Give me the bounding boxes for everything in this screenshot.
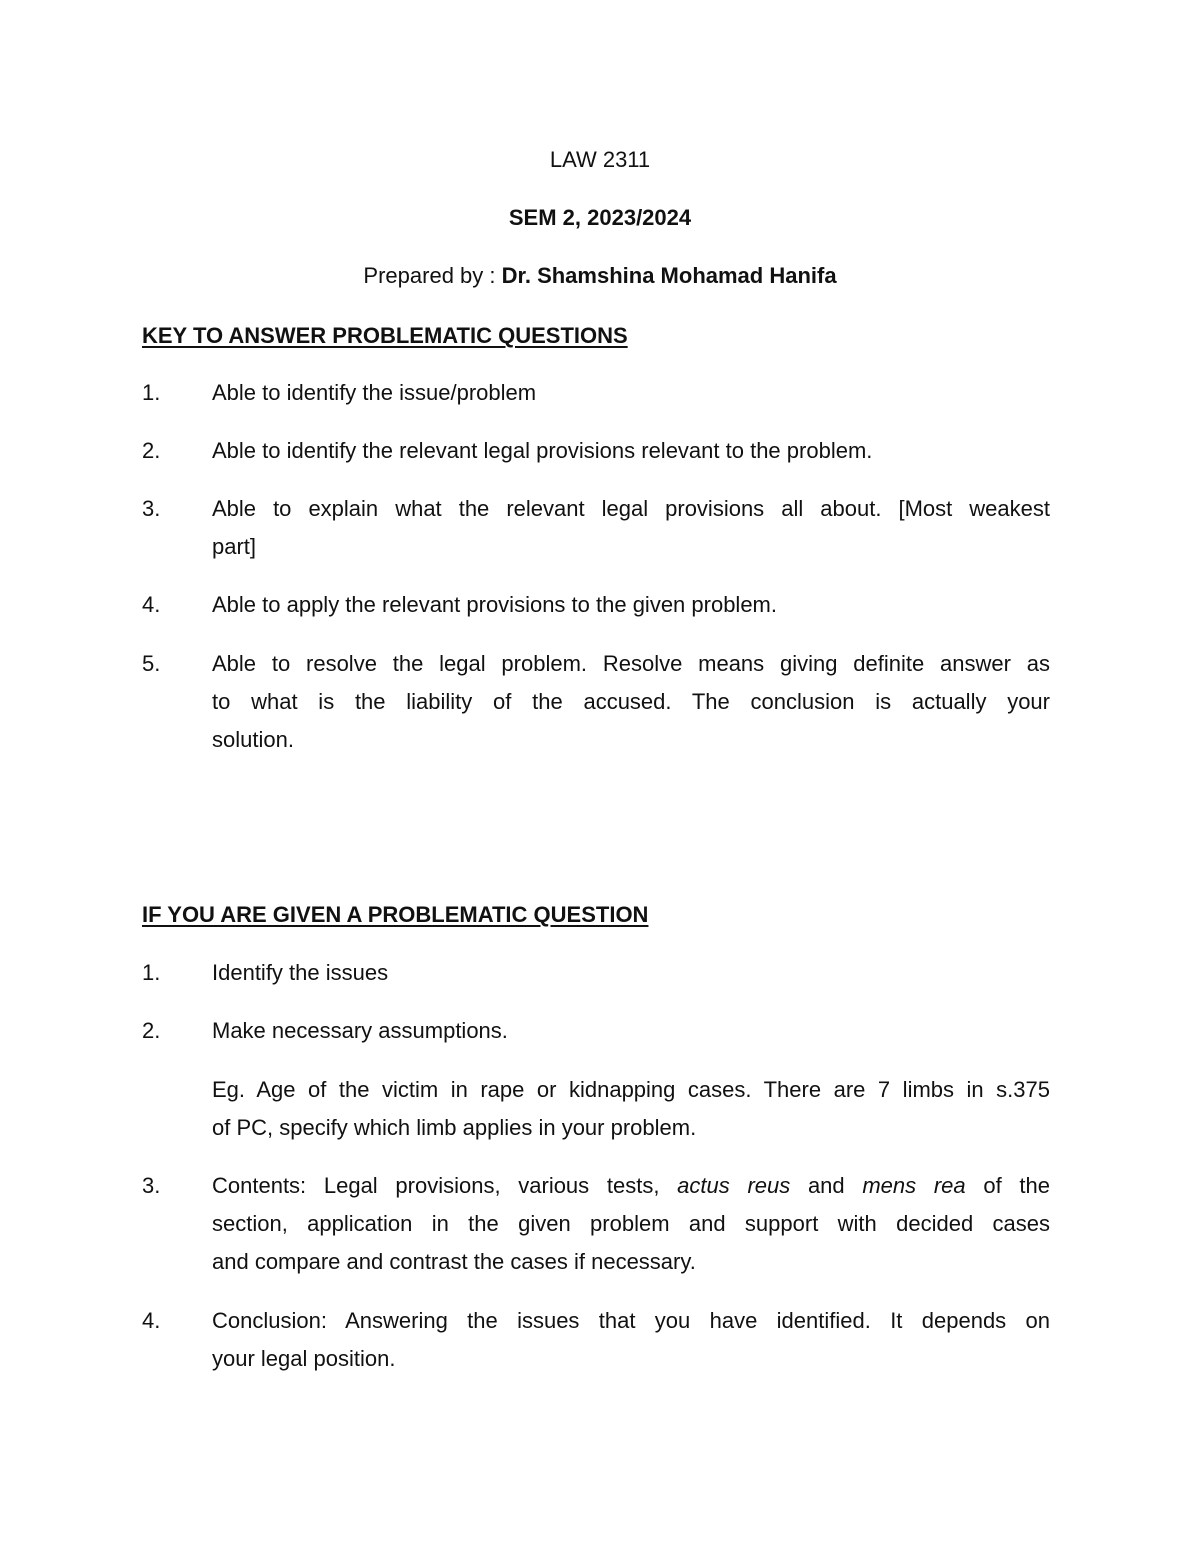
list-item-text: Identify the issues	[212, 960, 389, 985]
list-number: 3.	[142, 1173, 161, 1198]
list-number: 2.	[142, 438, 161, 463]
list-item-text: part]	[212, 534, 257, 559]
italic-term-actus-reus: actus reus	[677, 1173, 791, 1198]
list-number: 4.	[142, 1308, 161, 1333]
list-item-text: Able to resolve the legal problem. Resolve means giving definite answer as	[212, 651, 1050, 676]
list-item-text: Able to identify the relevant legal provisions relevant to the problem.	[212, 438, 873, 463]
list-item-text: section, application in the given problem and support with decided cases	[212, 1211, 1050, 1236]
list-item-text: to what is the liability of the accused. The conclusion is actually your	[212, 689, 1050, 714]
course-code: LAW 2311	[549, 147, 651, 172]
text-run: Contents: Legal provisions, various tests,	[212, 1173, 678, 1198]
list-number: 5.	[142, 651, 161, 676]
list-item-subtext: of PC, specify which limb applies in your problem.	[212, 1115, 697, 1140]
prepared-by-label: Prepared by :	[363, 263, 502, 288]
list-item-text: Make necessary assumptions.	[212, 1018, 508, 1043]
list-item-subtext: Eg. Age of the victim in rape or kidnapping cases. There are 7 limbs in s.375	[212, 1077, 1050, 1102]
list-item-text: and compare and contrast the cases if necessary.	[212, 1249, 696, 1274]
list-number: 3.	[142, 496, 161, 521]
list-number: 2.	[142, 1018, 161, 1043]
list-number: 1.	[142, 380, 161, 405]
text-run: and	[790, 1173, 863, 1198]
semester: SEM 2, 2023/2024	[508, 205, 692, 230]
list-item-text: Able to apply the relevant provisions to the given problem.	[212, 592, 777, 617]
list-item-text: Conclusion: Answering the issues that you have identified. It depends on	[212, 1308, 1050, 1333]
list-item-text	[212, 1167, 1050, 1205]
list-item-text: Able to explain what the relevant legal provisions all about. [Most weakest	[212, 496, 1050, 521]
list-number: 1.	[142, 960, 161, 985]
list-number: 4.	[142, 592, 161, 617]
list-item-text: solution.	[212, 727, 294, 752]
list-item-text: Able to identify the issue/problem	[212, 380, 537, 405]
italic-term-mens-rea: mens rea	[862, 1173, 966, 1198]
section2-heading: IF YOU ARE GIVEN A PROBLEMATIC QUESTION	[142, 902, 649, 927]
author-name: Dr. Shamshina Mohamad Hanifa	[501, 263, 837, 288]
text-run: of the	[965, 1173, 1050, 1198]
section1-heading: KEY TO ANSWER PROBLEMATIC QUESTIONS	[142, 323, 628, 348]
list-item-text: your legal position.	[212, 1346, 396, 1371]
prepared-by	[0, 257, 1200, 295]
